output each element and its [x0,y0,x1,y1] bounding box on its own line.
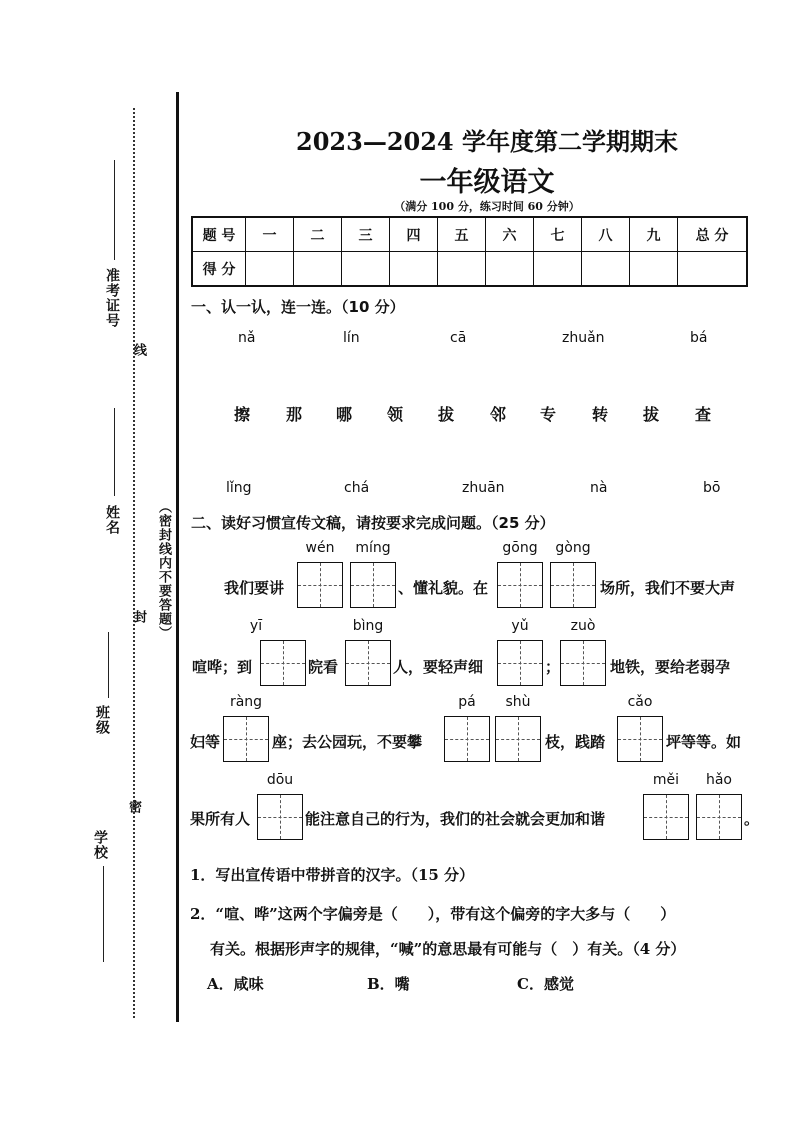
answer-box[interactable] [617,716,663,762]
score-cell-header: 七 [534,217,582,252]
score-input-cell[interactable] [342,252,390,287]
bottom-pinyin: nà [590,480,608,496]
box-pinyin: dōu [266,772,294,788]
passage-text: 、懂礼貌。在 [398,579,489,597]
seal-notice: （密封线内不要答题） [156,500,171,640]
binding-rule [176,92,179,1022]
option-b[interactable]: B．嘴 [367,975,410,993]
score-input-cell[interactable] [630,252,678,287]
bottom-pinyin: chá [344,480,370,496]
box-pinyin: yǔ [511,618,529,634]
passage-text: 能注意自己的行为，我们的社会就会更加和谐 [305,810,606,828]
passage-text: 我们要讲 [224,579,285,597]
box-pinyin: gòng [555,540,591,556]
match-char[interactable]: 哪 [336,405,353,424]
exam-id-blank [114,160,115,260]
box-pinyin: ràng [229,694,263,710]
score-input-cell[interactable] [582,252,630,287]
score-cell-header: 总 分 [678,217,748,252]
score-input-cell[interactable] [246,252,294,287]
seal-char-mi: 密 [126,800,141,814]
match-char[interactable]: 专 [540,405,557,424]
exam-title: 2023—2024 学年度第二学期期末 [296,127,678,156]
score-cell-header: 二 [294,217,342,252]
name-blank [114,408,115,496]
score-cell-header: 六 [486,217,534,252]
subject-title: 一年级语文 [419,167,555,198]
passage-text: ； [545,658,561,676]
answer-box[interactable] [345,640,391,686]
passage-text: 人，要轻声细 [393,658,484,676]
answer-box[interactable] [297,562,343,608]
class-label: 班级 [94,705,110,735]
top-pinyin: bá [690,330,708,346]
exam-note: （满分 100 分，练习时间 60 分钟） [394,200,580,213]
option-a[interactable]: A．咸味 [207,975,264,993]
passage-text: 座；去公园玩，不要攀 [272,733,423,751]
answer-box[interactable] [696,794,742,840]
school-label: 学校 [92,830,108,860]
class-blank [108,632,109,698]
answer-box[interactable] [223,716,269,762]
question-1: 1．写出宣传语中带拼音的汉字。（15 分） [190,866,475,884]
score-cell-header: 题 号 [192,217,246,252]
box-pinyin: měi [652,772,680,788]
box-pinyin: cǎo [627,694,653,710]
question-2: 2．“喧、哗”这两个字偏旁是（ ），带有这个偏旁的字大多与（ ） [190,905,676,923]
top-pinyin: cā [450,330,467,346]
box-pinyin: pá [458,694,476,710]
passage-text: 。 [744,810,760,828]
box-pinyin: míng [355,540,391,556]
score-table [191,216,748,287]
score-cell-header: 一 [246,217,294,252]
score-table-header-row [192,217,747,252]
name-label: 姓名 [104,505,120,535]
bottom-pinyin: lǐng [226,480,252,496]
bottom-pinyin: zhuān [462,480,505,496]
match-char[interactable]: 拔 [643,405,660,424]
box-pinyin: zuò [570,618,596,634]
score-row-label: 得 分 [192,252,246,287]
box-pinyin: wén [305,540,335,556]
bottom-pinyin: bō [703,480,721,496]
score-cell-header: 四 [390,217,438,252]
school-blank [103,866,104,962]
score-cell-header: 八 [582,217,630,252]
top-pinyin: nǎ [238,330,256,346]
seal-char-feng: 封 [131,610,146,624]
passage-text: 枝，践踏 [545,733,606,751]
top-pinyin: zhuǎn [562,330,605,346]
passage-text: 地铁，要给老弱孕 [610,658,731,676]
box-pinyin: hǎo [705,772,733,788]
match-char[interactable]: 查 [695,405,712,424]
passage-text: 喧哗；到 [192,658,253,676]
answer-box[interactable] [495,716,541,762]
match-char[interactable]: 擦 [234,405,251,424]
answer-box[interactable] [550,562,596,608]
score-cell-header: 九 [630,217,678,252]
score-cell-header: 三 [342,217,390,252]
answer-box[interactable] [497,562,543,608]
passage-text: 坪等等。如 [666,733,742,751]
section2-title: 二、读好习惯宣传文稿，请按要求完成问题。（25 分） [191,514,555,532]
box-pinyin: yī [249,618,263,634]
seal-dotted-line [133,108,135,1018]
match-char[interactable]: 邻 [490,405,507,424]
score-table-score-row [192,252,747,287]
box-pinyin: shù [505,694,531,710]
passage-text: 院看 [308,658,339,676]
match-char[interactable]: 转 [592,405,609,424]
passage-text: 果所有人 [190,810,251,828]
score-input-cell[interactable] [678,252,748,287]
passage-text: 妇等 [190,733,221,751]
match-char[interactable]: 拔 [438,405,455,424]
match-char[interactable]: 领 [387,405,404,424]
score-input-cell[interactable] [534,252,582,287]
answer-box[interactable] [643,794,689,840]
answer-box[interactable] [560,640,606,686]
score-input-cell[interactable] [390,252,438,287]
match-char[interactable]: 那 [286,405,303,424]
score-input-cell[interactable] [438,252,486,287]
section1-title: 一、认一认，连一连。（10 分） [191,298,405,316]
score-input-cell[interactable] [486,252,534,287]
question-2-cont: 有关。根据形声字的规律，“喊”的意思最有可能与（ ）有关。（4 分） [210,940,686,958]
score-cell-header: 五 [438,217,486,252]
box-pinyin: bìng [352,618,384,634]
answer-box[interactable] [444,716,490,762]
answer-box[interactable] [350,562,396,608]
option-c[interactable]: C．感觉 [517,975,574,993]
answer-box[interactable] [497,640,543,686]
answer-box[interactable] [257,794,303,840]
answer-box[interactable] [260,640,306,686]
passage-text: 场所，我们不要大声 [600,579,736,597]
score-input-cell[interactable] [294,252,342,287]
box-pinyin: gōng [502,540,538,556]
top-pinyin: lín [343,330,360,346]
seal-char-xian: 线 [131,343,146,357]
exam-id-label: 准考证号 [104,268,120,328]
